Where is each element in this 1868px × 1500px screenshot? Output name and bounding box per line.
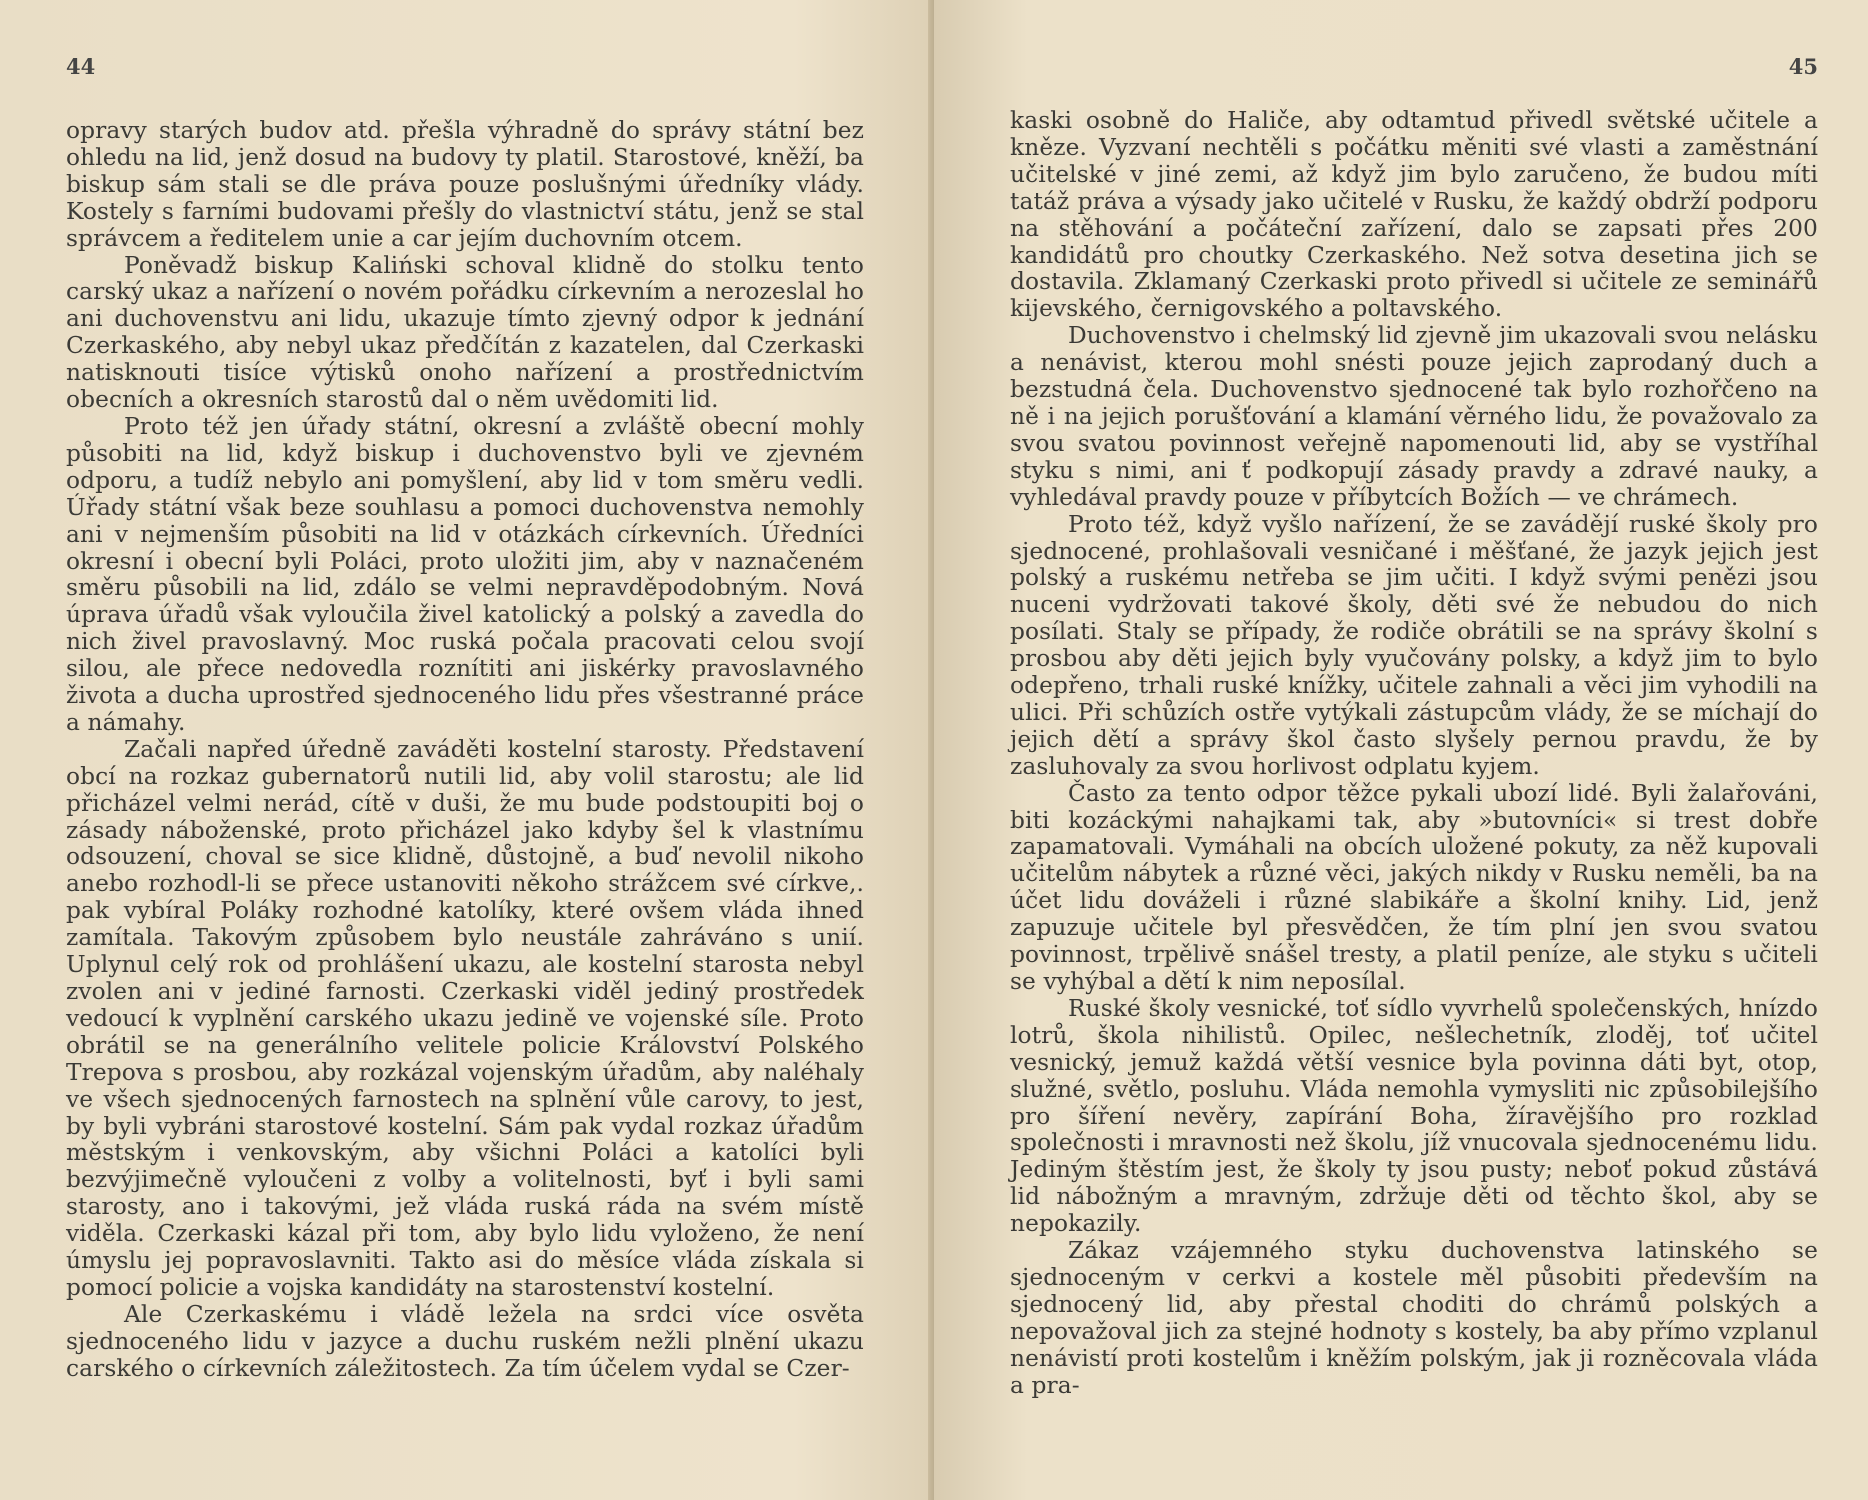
paragraph: Ale Czerkaskému i vládě ležela na srdci více osvěta sjednoceného lidu v jazyce a duchu ruském nežli plnění ukazu carského o církevních záležitostech. Za tím účelem vydal se Czer- xyxy=(66,1300,864,1382)
paragraph: Proto též jen úřady státní, okresní a zvláště obecní mohly působiti na lid, když biskup i duchovenstvo byli ve zjevném odporu, a tudíž nebylo ani pomyšlení, aby lid v tom směru vedli. Úřady státní však beze souhlasu a pomoci duchovenstva nemohly ani v nejmenším působiti na lid v otázkách církevních. Úředníci okresní i obecní byli Poláci, proto uložiti jim, aby v naznačeném směru působili na lid, zdálo se velmi nepravděpodobným. Nová úprava úřadů však vyloučila živel katolický a polský a zavedla do nich živel pravoslavný. Moc ruská počala pracovati celou svojí silou, ale přece nedovedla roznítiti ani jiskérky pravoslavného života a ducha uprostřed sjednoceného lidu přes všestranné práce a námahy. xyxy=(66,412,864,736)
paragraph: Začali napřed úředně zaváděti kostelní starosty. Představení obcí na rozkaz gubernatorů nutili lid, aby volil starostu; ale lid přicházel velmi nerád, cítě v duši, že mu bude podstoupiti boj o zásady náboženské, proto přicházel jako kdyby šel k vlastnímu odsouzení, choval se sice klidně, důstojně, a buď nevolil nikoho anebo rozhodl-li se přece ustanoviti někoho strážcem své církve,. pak vybíral Poláky rozhodné katolíky, které ovšem vláda ihned zamítala. Takovým způsobem bylo neustále zahráváno s unií. Uplynul celý rok od prohlášení ukazu, ale kostelní starosta nebyl zvolen ani v jediné farnosti. Czerkaski viděl jediný prostředek vedoucí k vyplnění carského ukazu jedině ve vojenské síle. Proto obrátil se na generálního velitele policie Království Polského Trepova s prosbou, aby rozkázal vojenským úřadům, aby naléhaly ve všech sjednocených farnostech na splnění vůle carovy, to jest, by byli vybráni starostové kostelní. Sám pak vydal rozkaz úřadům městským i venkovským, aby všichni Poláci a katolíci byli bezvýjimečně vyloučeni z volby a volitelnosti, byť i byli sami starosty, ano i takovými, jež vláda ruská ráda na svém místě viděla. Czerkaski kázal při tom, aby bylo lidu vyloženo, že není úmyslu jej popravoslavniti. Takto asi do měsíce vláda získala si pomocí policie a vojska kandidáty na starostenství kostelní. xyxy=(66,735,864,1301)
page-text xyxy=(66,118,864,1383)
paragraph: kaski osobně do Haliče, aby odtamtud přivedl světské učitele a kněze. Vyzvaní nechtěli s počátku měniti své vlasti a zaměstnání učitelské v jiné zemi, až když jim bylo zaručeno, že budou míti tatáž práva a výsady jako učitelé v Rusku, že každý obdrží podporu na stěhování a počáteční zařízení, dalo se zapsati přes 200 kandidátů pro choutky Czerkaského. Než sotva desetina jich se dostavila. Zklamaný Czerkaski proto přivedl si učitele ze seminářů kijevského, černigovského a poltavského. xyxy=(1010,107,1818,323)
paragraph: opravy starých budov atd. přešla výhradně do správy státní bez ohledu na lid, jenž dosud na budovy ty platil. Starostové, kněží, ba biskup sám stali se dle práva pouze poslušnými úředníky vlády. Kostely s farními budovami přešly do vlastnictví státu, jenž se stal správcem a ředitelem unie a car jejím duchovním otcem. xyxy=(66,117,864,252)
page-text xyxy=(1010,108,1818,1400)
page-number: 45 xyxy=(1788,54,1818,79)
paragraph: Často za tento odpor těžce pykali ubozí lidé. Byli žalařováni, biti kozáckými nahajkami tak, aby »butovníci« si trest dobře zapamatovali. Vymáhali na obcích uložené pokuty, za něž kupovali učitelům nábytek a různé věci, jakých nikdy v Rusku neměli, ba na účet lidu dováželi i různé slabikáře a školní knihy. Lid, jenž zapuzuje učitele byl přesvědčen, že tím plní jen svou svatou povinnost, trpělivě snášel tresty, a platil peníze, ale styku s učiteli se vyhýbal a dětí k nim neposílal. xyxy=(1010,779,1818,995)
page-number: 44 xyxy=(66,54,96,79)
paragraph: Proto též, když vyšlo nařízení, že se zavádějí ruské školy pro sjednocené, prohlašovali vesničané i měšťané, že jazyk jejich jest polský a ruskému netřeba se jim učiti. I když svými penězi jsou nuceni vydržovati takové školy, děti své že nebudou do nich posílati. Staly se případy, že rodiče obrátili se na správy školní s prosbou aby děti jejich byly vyučovány polsky, a když jim to bylo odepřeno, trhali ruské knížky, učitele zahnali a věci jim vyhodili na ulici. Při schůzích ostře vytýkali zástupcům vlády, že se míchají do jejich dětí a správy škol často slyšely pernou pravdu, že by zasluhovaly za svou horlivost odplatu kyjem. xyxy=(1010,510,1818,780)
right-page xyxy=(934,0,1868,1500)
paragraph: Ruské školy vesnické, toť sídlo vyvrhelů společenských, hnízdo lotrů, škola nihilistů. Opilec, nešlechetník, zloděj, toť učitel vesnický, jemuž každá větší vesnice byla povinna dáti byt, otop, služné, světlo, posluhu. Vláda nemohla vymysliti nic způsobilejšího pro šíření nevěry, zapírání Boha, žíravějšího pro rozklad společnosti i mravnosti než školu, jíž vnucovala sjednocenému lidu. Jediným štěstím jest, že školy ty jsou pusty; neboť pokud zůstává lid nábožným a mravným, zdržuje děti od těchto škol, aby se nepokazily. xyxy=(1010,994,1818,1238)
paragraph: Zákaz vzájemného styku duchovenstva latinského se sjednoceným v cerkvi a kostele měl působiti především na sjednocený lid, aby přestal choditi do chrámů polských a nepovažoval jich za stejné hodnoty s kostely, ba aby přímo vzplanul nenávistí proti kostelům i kněžím polským, jak ji rozněcovala vláda a pra- xyxy=(1010,1237,1818,1399)
paragraph: Poněvadž biskup Kaliński schoval klidně do stolku tento carský ukaz a nařízení o novém pořádku církevním a nerozeslal ho ani duchovenstvu ani lidu, ukazuje tímto zjevný odpor k jednání Czerkaského, aby nebyl ukaz předčítán z kazatelen, dal Czerkaski natisknouti tisíce výtisků onoho nařízení a prostřednictvím obecních a okresních starostů dal o něm uvědomiti lid. xyxy=(66,251,864,414)
paragraph: Duchovenstvo i chelmský lid zjevně jim ukazovali svou nelásku a nenávist, kterou mohl snésti pouze jejich zaprodaný duch a bezstudná čela. Duchovenstvo sjednocené tak bylo rozhořčeno na ně i na jejich porušťování a klamání věrného lidu, že považovalo za svou svatou povinnost veřejně napomenouti lid, aby se vystříhal styku s nimi, ani ť podkopují zásady pravdy a zdravé nauky, a vyhledával pravdy pouze v příbytcích Božích — ve chrámech. xyxy=(1010,322,1818,511)
